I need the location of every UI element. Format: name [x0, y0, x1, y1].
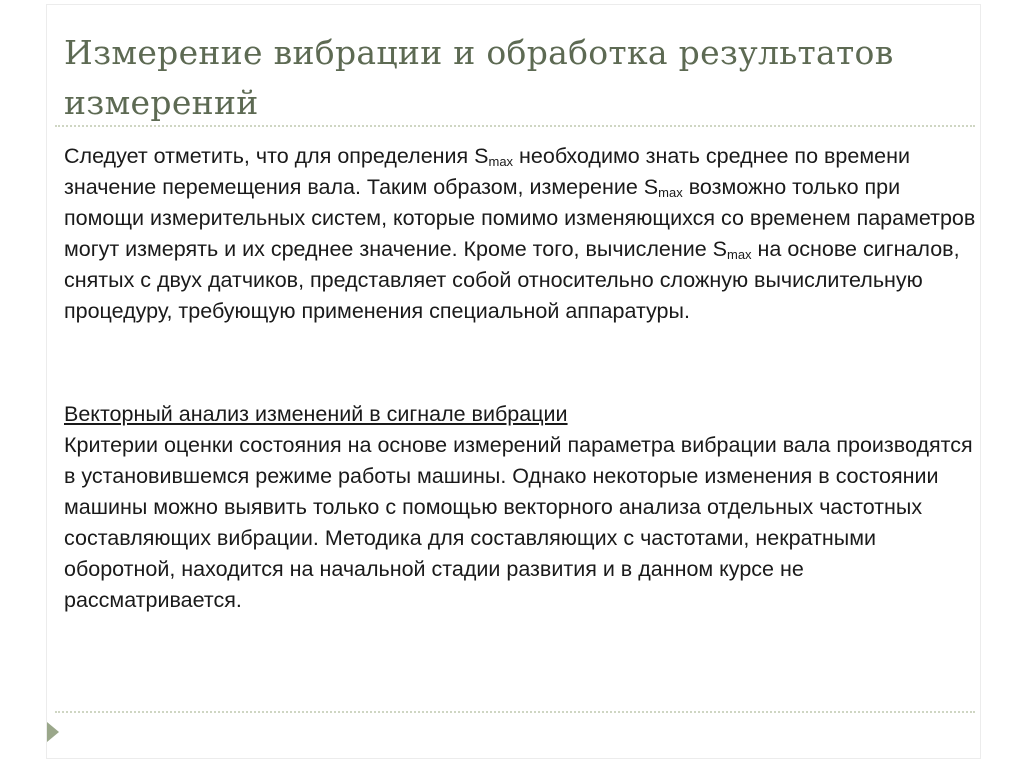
slide-title: Измерение вибрации и обработка результатов измерений	[64, 33, 894, 122]
footer-divider	[55, 711, 975, 713]
vector-analysis-paragraph: Критерии оценки состояния на основе измерений параметра вибрации вала производятся в установившемся режиме работы машины. Однако некоторые изменения в состоянии машины можно выявить только с помощью векторного анализа отдельных частотных составляющих вибрации. Методика для составляющих с частотами, некратными оборотной, находится на начальной стадии развития и в данном курсе не рассматривается.	[64, 433, 973, 612]
smax-subscript: max	[488, 154, 514, 169]
paragraph-smax	[64, 141, 984, 327]
vector-analysis-heading[interactable]: Векторный анализ изменений в сигнале вибрации	[64, 402, 568, 426]
paragraph-smax-part4: на основе сигналов, снятых с двух датчиков, представляет собой относительно сложную вычислительную процедуру, требующую применения специальной аппаратуры.	[64, 237, 960, 323]
title-divider	[55, 125, 975, 127]
paragraph-smax-part1: Следует отметить, что для определения S	[64, 144, 489, 168]
smax-subscript: max	[658, 185, 683, 200]
paragraph-smax-part2: необходимо знать среднее по времени значение перемещения вала. Таким образом, измерение S	[64, 144, 910, 199]
smax-subscript: max	[727, 247, 752, 262]
paragraph-smax-part3: возможно только при помощи измерительных систем, которые помимо изменяющихся со временем параметров могут измерять и их среднее значение. Кроме того, вычисление S	[64, 175, 976, 261]
triangle-right-icon	[47, 722, 59, 742]
vector-analysis-section	[64, 399, 984, 616]
